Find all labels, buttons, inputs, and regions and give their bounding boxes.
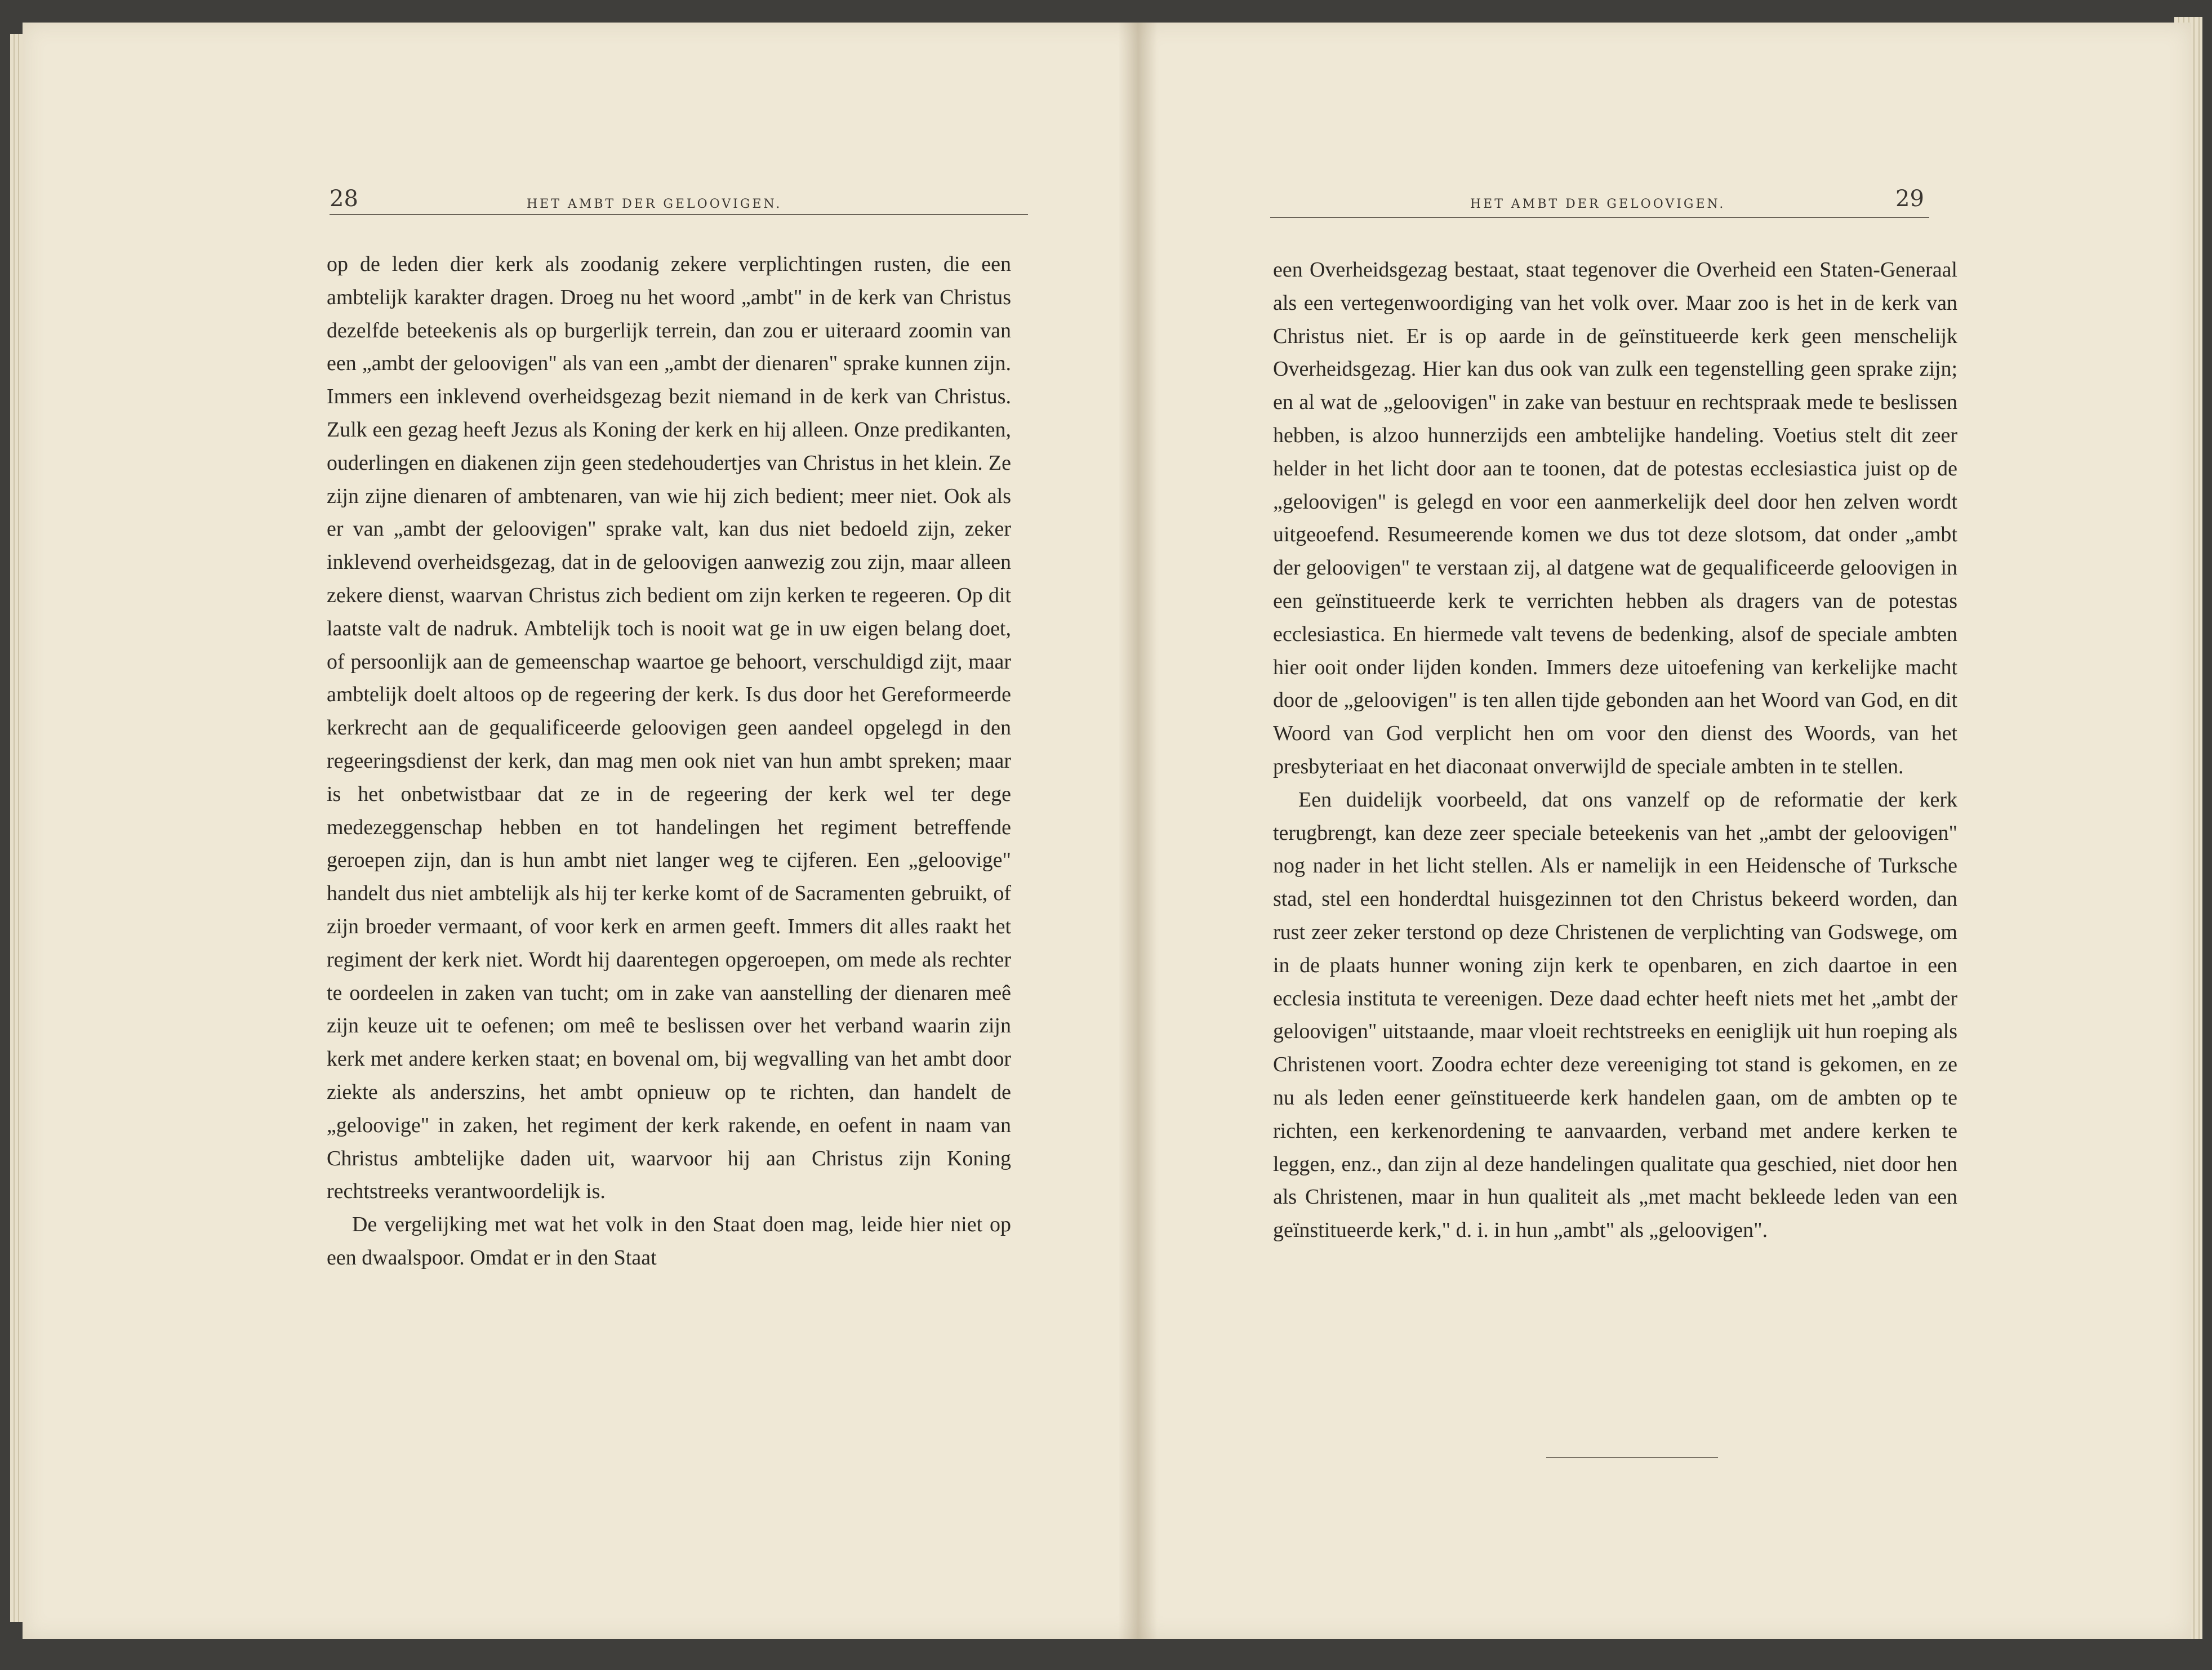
left-header-rule bbox=[330, 214, 1028, 215]
left-running-head: HET AMBT DER GELOOVIGEN. bbox=[527, 197, 782, 211]
book-gutter bbox=[1118, 23, 1158, 1639]
left-body-text bbox=[327, 248, 1011, 1275]
right-page-number: 29 bbox=[1895, 186, 1924, 212]
right-paragraph-2: Een duidelijk voorbeeld, dat ons vanzelf op de reformatie der kerk terugbrengt, kan deze zeer speciale beteekenis van het „ambt der geloovigen" nog nader in het licht stellen. Als er namelijk in een Heidensche of Turksche stad, stel een honderdtal huisgezinnen tot den Christus bekeerd worden, dan rust zeer zeker terstond op deze Christenen de verplichting van Godswege, om in de plaats hunner woning zijn kerk te openbaren, en zich daartoe in een ecclesia instituta te vereenigen. Deze daad echter heeft niets met het „ambt der geloovigen" uitstaande, maar vloeit rechtstreeks en eeniglijk uit hun roeping als Christenen voort. Zoodra echter deze vereeniging tot stand is gekomen, en ze nu als leden eener geïnstitueerde kerk handelen gaan, om de ambten op te richten, een kerkenordening te aanvaarden, verband met andere kerken te leggen, enz., dan zijn al deze handelingen qualitate qua geschied, niet door hen als Christenen, maar in hun qualiteit als „met macht bekleede leden van een geïnstitueerde kerk," d. i. in hun „ambt" als „geloovigen". bbox=[1273, 787, 1957, 1243]
right-running-head: HET AMBT DER GELOOVIGEN. bbox=[1470, 197, 1726, 211]
right-body-text bbox=[1273, 253, 1957, 1247]
left-paragraph-1: op de leden dier kerk als zoodanig zekere verplichtingen rusten, die een ambtelijk karakter dragen. Droeg nu het woord „ambt" in de kerk van Christus dezelfde beteekenis als op burgerlijk terrein, dan zou er uiteraard zoomin van een „ambt der geloovigen" als van een „ambt der dienaren" sprake kunnen zijn. Immers een inklevend overheidsgezag bezit niemand in de kerk van Christus. Zulk een gezag heeft Jezus als Koning der kerk en hij alleen. Onze predikanten, ouderlingen en diakenen zijn geen stedehoudertjes van Christus in het klein. Ze zijn zijne dienaren of ambtenaren, van wie hij zich bedient; meer niet. Ook als er van „ambt der geloovigen" sprake valt, kan dus niet bedoeld zijn, zeker inklevend overheidsgezag, dat in de geloovigen aanwezig zou zijn, maar alleen zekere dienst, waarvan Christus zich bedient om zijn kerken te regeeren. Op dit laatste valt de nadruk. Ambtelijk toch is nooit wat ge in uw eigen belang doet, of persoonlijk aan de gemeenschap waartoe ge behoort, verschuldigd zijt, maar ambtelijk doelt altoos op de regeering der kerk. Is dus door het Gereformeerde kerkrecht aan de gequalificeerde geloovigen geen aandeel opgelegd in den regeeringsdienst der kerk, dan mag men ook niet van hun ambt spreken; maar is het onbetwistbaar dat ze in de regeering der kerk wel ter dege medezeggenschap hebben en tot handelingen het regiment betreffende geroepen zijn, dan is hun ambt niet langer weg te cijferen. Een „geloovige" handelt dus niet ambtelijk als hij ter kerke komt of de Sacramenten gebruikt, of zijn broeder vermaant, of voor kerk en armen geeft. Immers dit alles raakt het regiment der kerk niet. Wordt hij daarentegen opgeroepen, om mede als rechter te oordeelen in zaken van tucht; om in zake van aanstelling der dienaren meê zijn keuze uit te oefenen; om meê te beslissen over het verband waarin zijn kerk met andere kerken staat; en bovenal om, bij wegvalling van het ambt door ziekte als anderszins, het ambt opnieuw op te richten, dan handelt de „geloovige" in zaken, het regiment der kerk rakende, en oefent in naam van Christus ambtelijke daden uit, waarvoor hij aan Christus zijn Koning rechtstreeks verantwoordelijk is. bbox=[327, 252, 1011, 1204]
left-page-number: 28 bbox=[330, 186, 358, 212]
left-paragraph-2: De vergelijking met wat het volk in den Staat doen mag, leide hier niet op een dwaalspoor. Omdat er in den Staat bbox=[327, 1213, 1011, 1270]
right-page bbox=[1138, 23, 2191, 1639]
right-paragraph-1: een Overheidsgezag bestaat, staat tegenover die Overheid een Staten-Generaal als een vertegenwoordiging van het volk over. Maar zoo is het in de kerk van Christus niet. Er is op aarde in de geïnstitueerde kerk geen menschelijk Overheidsgezag. Hier kan dus ook van zulk een tegenstelling geen sprake zijn; en al wat de „geloovigen" in zake van bestuur en rechtspraak mede te beslissen hebben, is alzoo hunnerzijds een ambtelijke handeling. Voetius stelt dit zeer helder in het licht door aan te toonen, dat de potestas ecclesiastica juist op de „geloovigen" is gelegd en voor een aanmerkelijk deel door hen zelven wordt uitgeoefend. Resumeerende komen we dus tot deze slotsom, dat onder „ambt der geloovigen" te verstaan zij, al datgene wat de gequalificeerde geloovigen in een geïnstitueerde kerk te verrichten hebben als dragers van de potestas ecclesiastica. En hiermede valt tevens de bedenking, alsof de speciale ambten hier ooit onder lijden konden. Immers deze uitoefening van kerkelijke macht door de „geloovigen" is ten allen tijde gebonden aan het Woord van God, en dit Woord van God verplicht hen om voor den dienst des Woords, van het presbyteriaat en het diaconaat onverwijld de speciale ambten in te stellen. bbox=[1273, 258, 1957, 778]
chapter-end-rule bbox=[1546, 1457, 1718, 1458]
left-page bbox=[23, 23, 1142, 1639]
right-header-rule bbox=[1270, 217, 1929, 218]
